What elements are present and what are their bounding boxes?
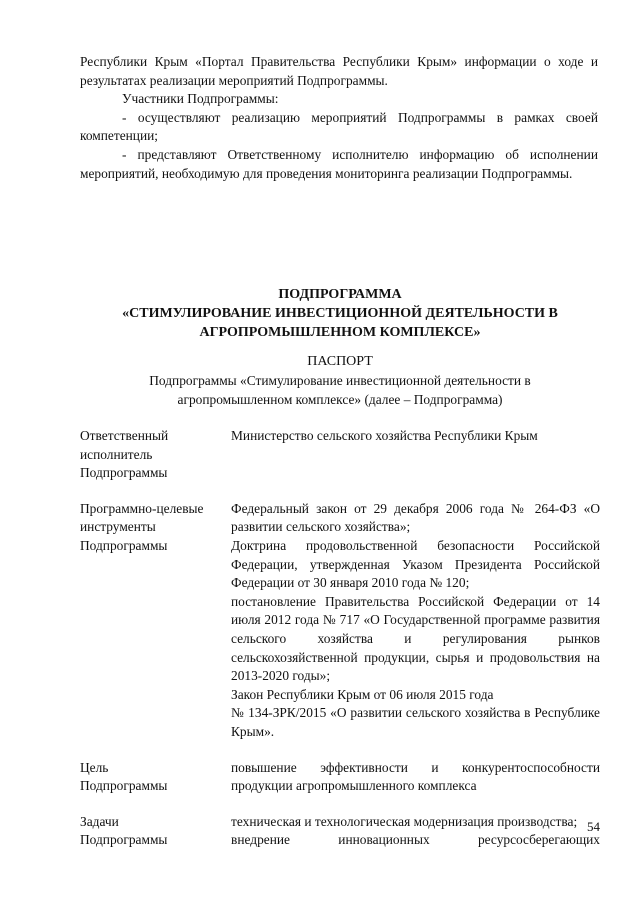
row-label-line: Задачи xyxy=(80,813,119,829)
title-line: «СТИМУЛИРОВАНИЕ ИНВЕСТИЦИОННОЙ ДЕЯТЕЛЬНОСТИ В xyxy=(122,306,558,321)
passport-subtitle-line: Подпрограммы «Стимулирование инвестиционной деятельности в xyxy=(149,373,531,388)
page-number: 54 xyxy=(587,819,600,834)
title-line: АГРОПРОМЫШЛЕННОМ КОМПЛЕКСЕ» xyxy=(199,325,481,340)
participants-heading: Участники Подпрограммы: xyxy=(122,91,279,107)
row-label-line: исполнитель xyxy=(80,446,153,462)
row-label-line: Подпрограммы xyxy=(80,778,168,794)
row-value-line: повышение эффективности и конкурентоспособности продукции агропромышленного комплекса xyxy=(231,759,600,794)
table-row xyxy=(80,813,600,850)
row-label-line: Подпрограммы xyxy=(80,537,168,553)
row-value xyxy=(231,500,600,742)
passport-subtitle xyxy=(80,372,600,409)
row-value-line: Федеральный закон от 29 декабря 2006 года № 264-ФЗ «О развитии сельского хозяйства»; xyxy=(231,500,600,535)
row-value-line: Доктрина продовольственной безопасности Российской Федерации, утвержденная Указом Президента Российской Федерации от 30 января 2010 года № 120; xyxy=(231,537,600,591)
row-label-line: Цель xyxy=(80,759,109,775)
row-label xyxy=(80,500,231,742)
row-value xyxy=(231,813,600,850)
row-label-line: Подпрограммы xyxy=(80,465,168,481)
row-label-line: Подпрограммы xyxy=(80,832,168,848)
table-row xyxy=(80,759,600,796)
table-row xyxy=(80,500,600,742)
row-label-line: Программно-целевые xyxy=(80,500,204,516)
row-label-line: Ответственный xyxy=(80,428,169,443)
row-value xyxy=(231,759,600,796)
row-label xyxy=(80,427,231,483)
passport-subtitle-line: агропромышленном комплексе» (далее – Подпрограмма) xyxy=(177,391,503,407)
participants-item: - осуществляют реализацию мероприятий Подпрограммы в рамках своей компетенции; xyxy=(80,109,598,144)
intro-paragraph: Республики Крым «Портал Правительства Республики Крым» информации о ходе и результатах реализации мероприятий Подпрограммы. xyxy=(80,54,598,88)
row-label xyxy=(80,813,231,850)
participants-item: - представляют Ответственному исполнителю информацию об исполнении мероприятий, необходимую для проведения мониторинга реализации Подпрограммы. xyxy=(80,146,598,181)
row-value-line: постановление Правительства Российской Федерации от 14 июля 2012 года № 717 «О Государственной программе развития сельского хозяйства и регулирования рынков сельскохозяйственной продукции, сырья и продовольствия на 2013-2020 годы»; xyxy=(231,593,600,684)
passport-heading: ПАСПОРТ xyxy=(307,354,373,369)
subprogram-title xyxy=(80,285,600,342)
intro-text xyxy=(80,53,598,183)
row-value xyxy=(231,427,600,483)
passport-table xyxy=(80,427,600,850)
row-value-line: Министерство сельского хозяйства Республики Крым xyxy=(231,428,538,443)
row-value-line: № 134-ЗРК/2015 «О развитии сельского хозяйства в Республике Крым». xyxy=(231,705,600,739)
table-row xyxy=(80,427,600,483)
title-line: ПОДПРОГРАММА xyxy=(278,287,402,302)
row-label-line: инструменты xyxy=(80,519,156,535)
row-value-line: техническая и технологическая модернизация производства; xyxy=(231,813,578,829)
row-value-line: внедрение инновационных ресурсосберегающих xyxy=(231,832,600,848)
row-label xyxy=(80,759,231,796)
row-value-line: Закон Республики Крым от 06 июля 2015 года xyxy=(231,686,494,702)
